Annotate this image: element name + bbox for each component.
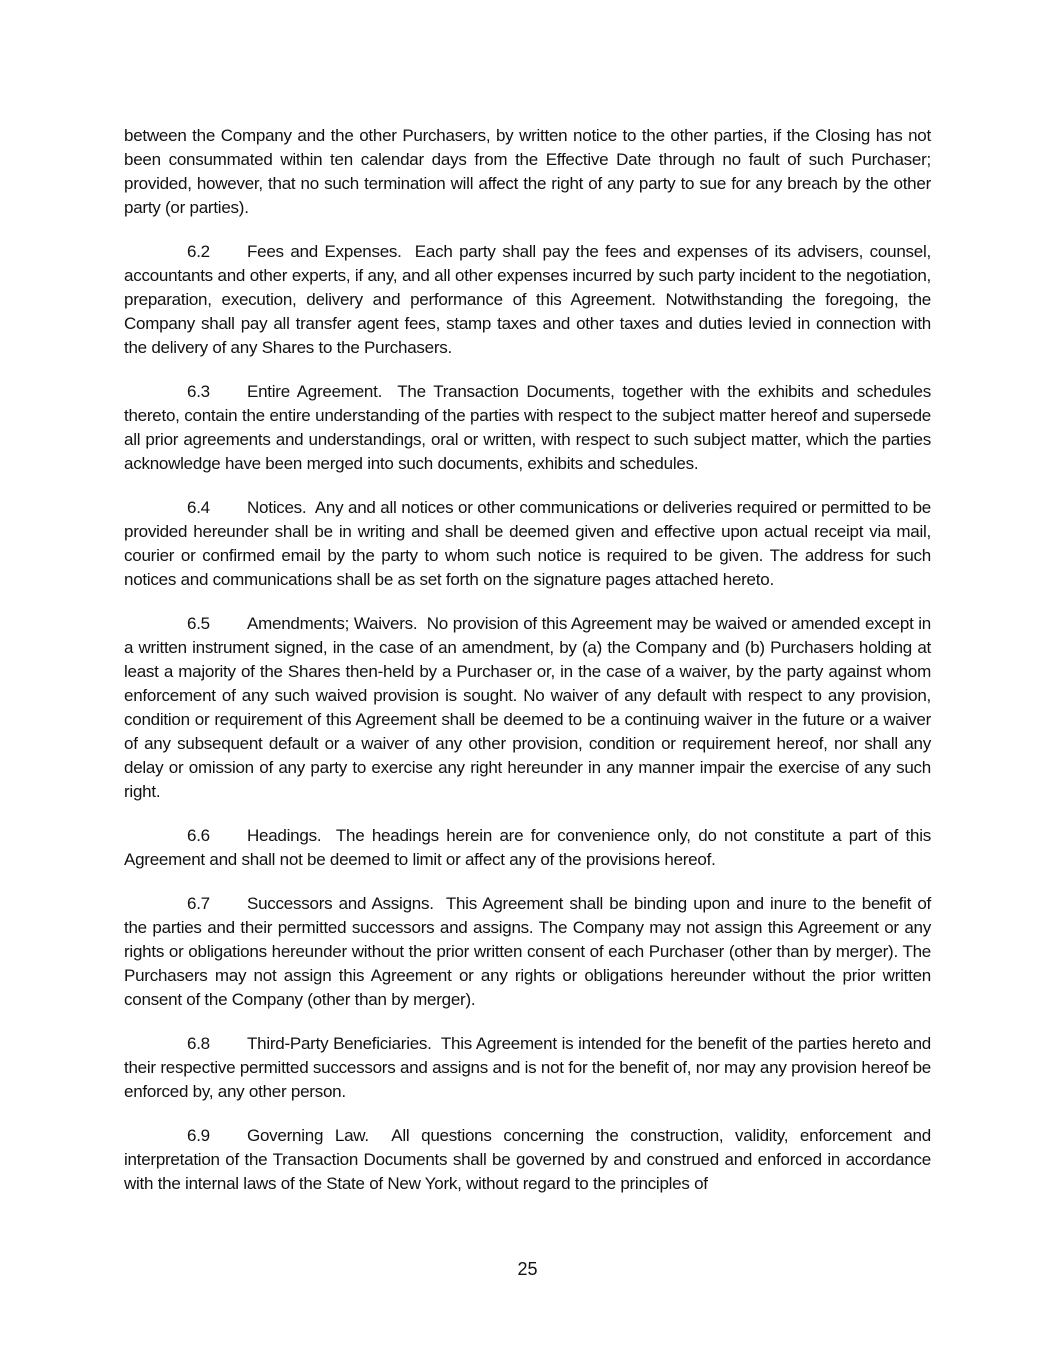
continuation-paragraph: between the Company and the other Purchasers, by written notice to the other parties, if the Closing has not been consummated within ten calendar days from the Effective Date through no fault of such Purchaser; provided, however, that no such termination will affect the right of any party to sue for any breach by the other party (or parties). <box>124 126 931 217</box>
section-6-6 <box>124 824 931 872</box>
section-heading: Amendments; Waivers. <box>247 614 418 633</box>
document-body <box>124 124 931 1216</box>
section-heading: Fees and Expenses. <box>247 242 402 261</box>
section-number: 6.7 <box>187 894 210 913</box>
section-body: This Agreement is intended for the benefit of the parties hereto and their respective permitted successors and assigns and is not for the benefit of, nor may any provision hereof be enforced by, any other person. <box>124 1034 932 1101</box>
section-heading: Entire Agreement. <box>247 382 383 401</box>
section-number: 6.8 <box>187 1034 210 1053</box>
section-6-4 <box>124 496 931 592</box>
section-number: 6.6 <box>187 826 210 845</box>
section-heading: Notices. <box>247 498 307 517</box>
section-number: 6.2 <box>187 242 210 261</box>
section-body: The headings herein are for convenience only, do not constitute a part of this Agreement and shall not be deemed to limit or affect any of the provisions hereof. <box>124 826 931 869</box>
page-number: 25 <box>517 1259 538 1279</box>
section-heading: Third-Party Beneficiaries. <box>247 1034 432 1053</box>
section-body: This Agreement shall be binding upon and inure to the benefit of the parties and their permitted successors and assigns. The Company may not assign this Agreement or any rights or obligations hereunder without the prior written consent of each Purchaser (other than by merger). The Purchasers may not assign this Agreement or any rights or obligations hereunder without the prior written consent of the Company (other than by merger). <box>124 894 931 1009</box>
section-number: 6.4 <box>187 498 210 517</box>
section-heading: Headings. <box>247 826 322 845</box>
section-6-5 <box>124 612 931 804</box>
section-body: Any and all notices or other communications or deliveries required or permitted to be provided hereunder shall be in writing and shall be deemed given and effective upon actual receipt via mail, courier or confirmed email by the party to whom such notice is required to be given. The address for such notices and communications shall be as set forth on the signature pages attached hereto. <box>124 498 931 589</box>
section-6-9 <box>124 1124 931 1196</box>
section-heading: Successors and Assigns. <box>247 894 434 913</box>
section-number: 6.5 <box>187 614 210 633</box>
section-heading: Governing Law. <box>247 1126 369 1145</box>
section-body: The Transaction Documents, together with the exhibits and schedules thereto, contain the entire understanding of the parties with respect to the subject matter hereof and supersede all prior agreements and understandings, oral or written, with respect to such subject matter, which the parties acknowledge have been merged into such documents, exhibits and schedules. <box>124 382 932 473</box>
section-body: Each party shall pay the fees and expenses of its advisers, counsel, accountants and other experts, if any, and all other expenses incurred by such party incident to the negotiation, preparation, execution, delivery and performance of this Agreement. Notwithstanding the foregoing, the Company shall pay all transfer agent fees, stamp taxes and other taxes and duties levied in connection with the delivery of any Shares to the Purchasers. <box>124 242 931 357</box>
section-6-2 <box>124 240 931 360</box>
section-6-8 <box>124 1032 931 1104</box>
section-number: 6.9 <box>187 1126 210 1145</box>
section-6-3 <box>124 380 931 476</box>
section-body: No provision of this Agreement may be waived or amended except in a written instrument signed, in the case of an amendment, by (a) the Company and (b) Purchasers holding at least a majority of the Shares then-held by a Purchaser or, in the case of a waiver, by the party against whom enforcement of any such waived provision is sought. No waiver of any default with respect to any provision, condition or requirement of this Agreement shall be deemed to be a continuing waiver in the future or a waiver of any subsequent default or a waiver of any other provision, condition or requirement hereof, nor shall any delay or omission of any party to exercise any right hereunder in any manner impair the exercise of any such right. <box>124 614 932 801</box>
section-6-7 <box>124 892 931 1012</box>
section-number: 6.3 <box>187 382 210 401</box>
section-body: All questions concerning the construction, validity, enforcement and interpretation of the Transaction Documents shall be governed by and construed and enforced in accordance with the internal laws of the State of New York, without regard to the principles of <box>124 1126 931 1193</box>
